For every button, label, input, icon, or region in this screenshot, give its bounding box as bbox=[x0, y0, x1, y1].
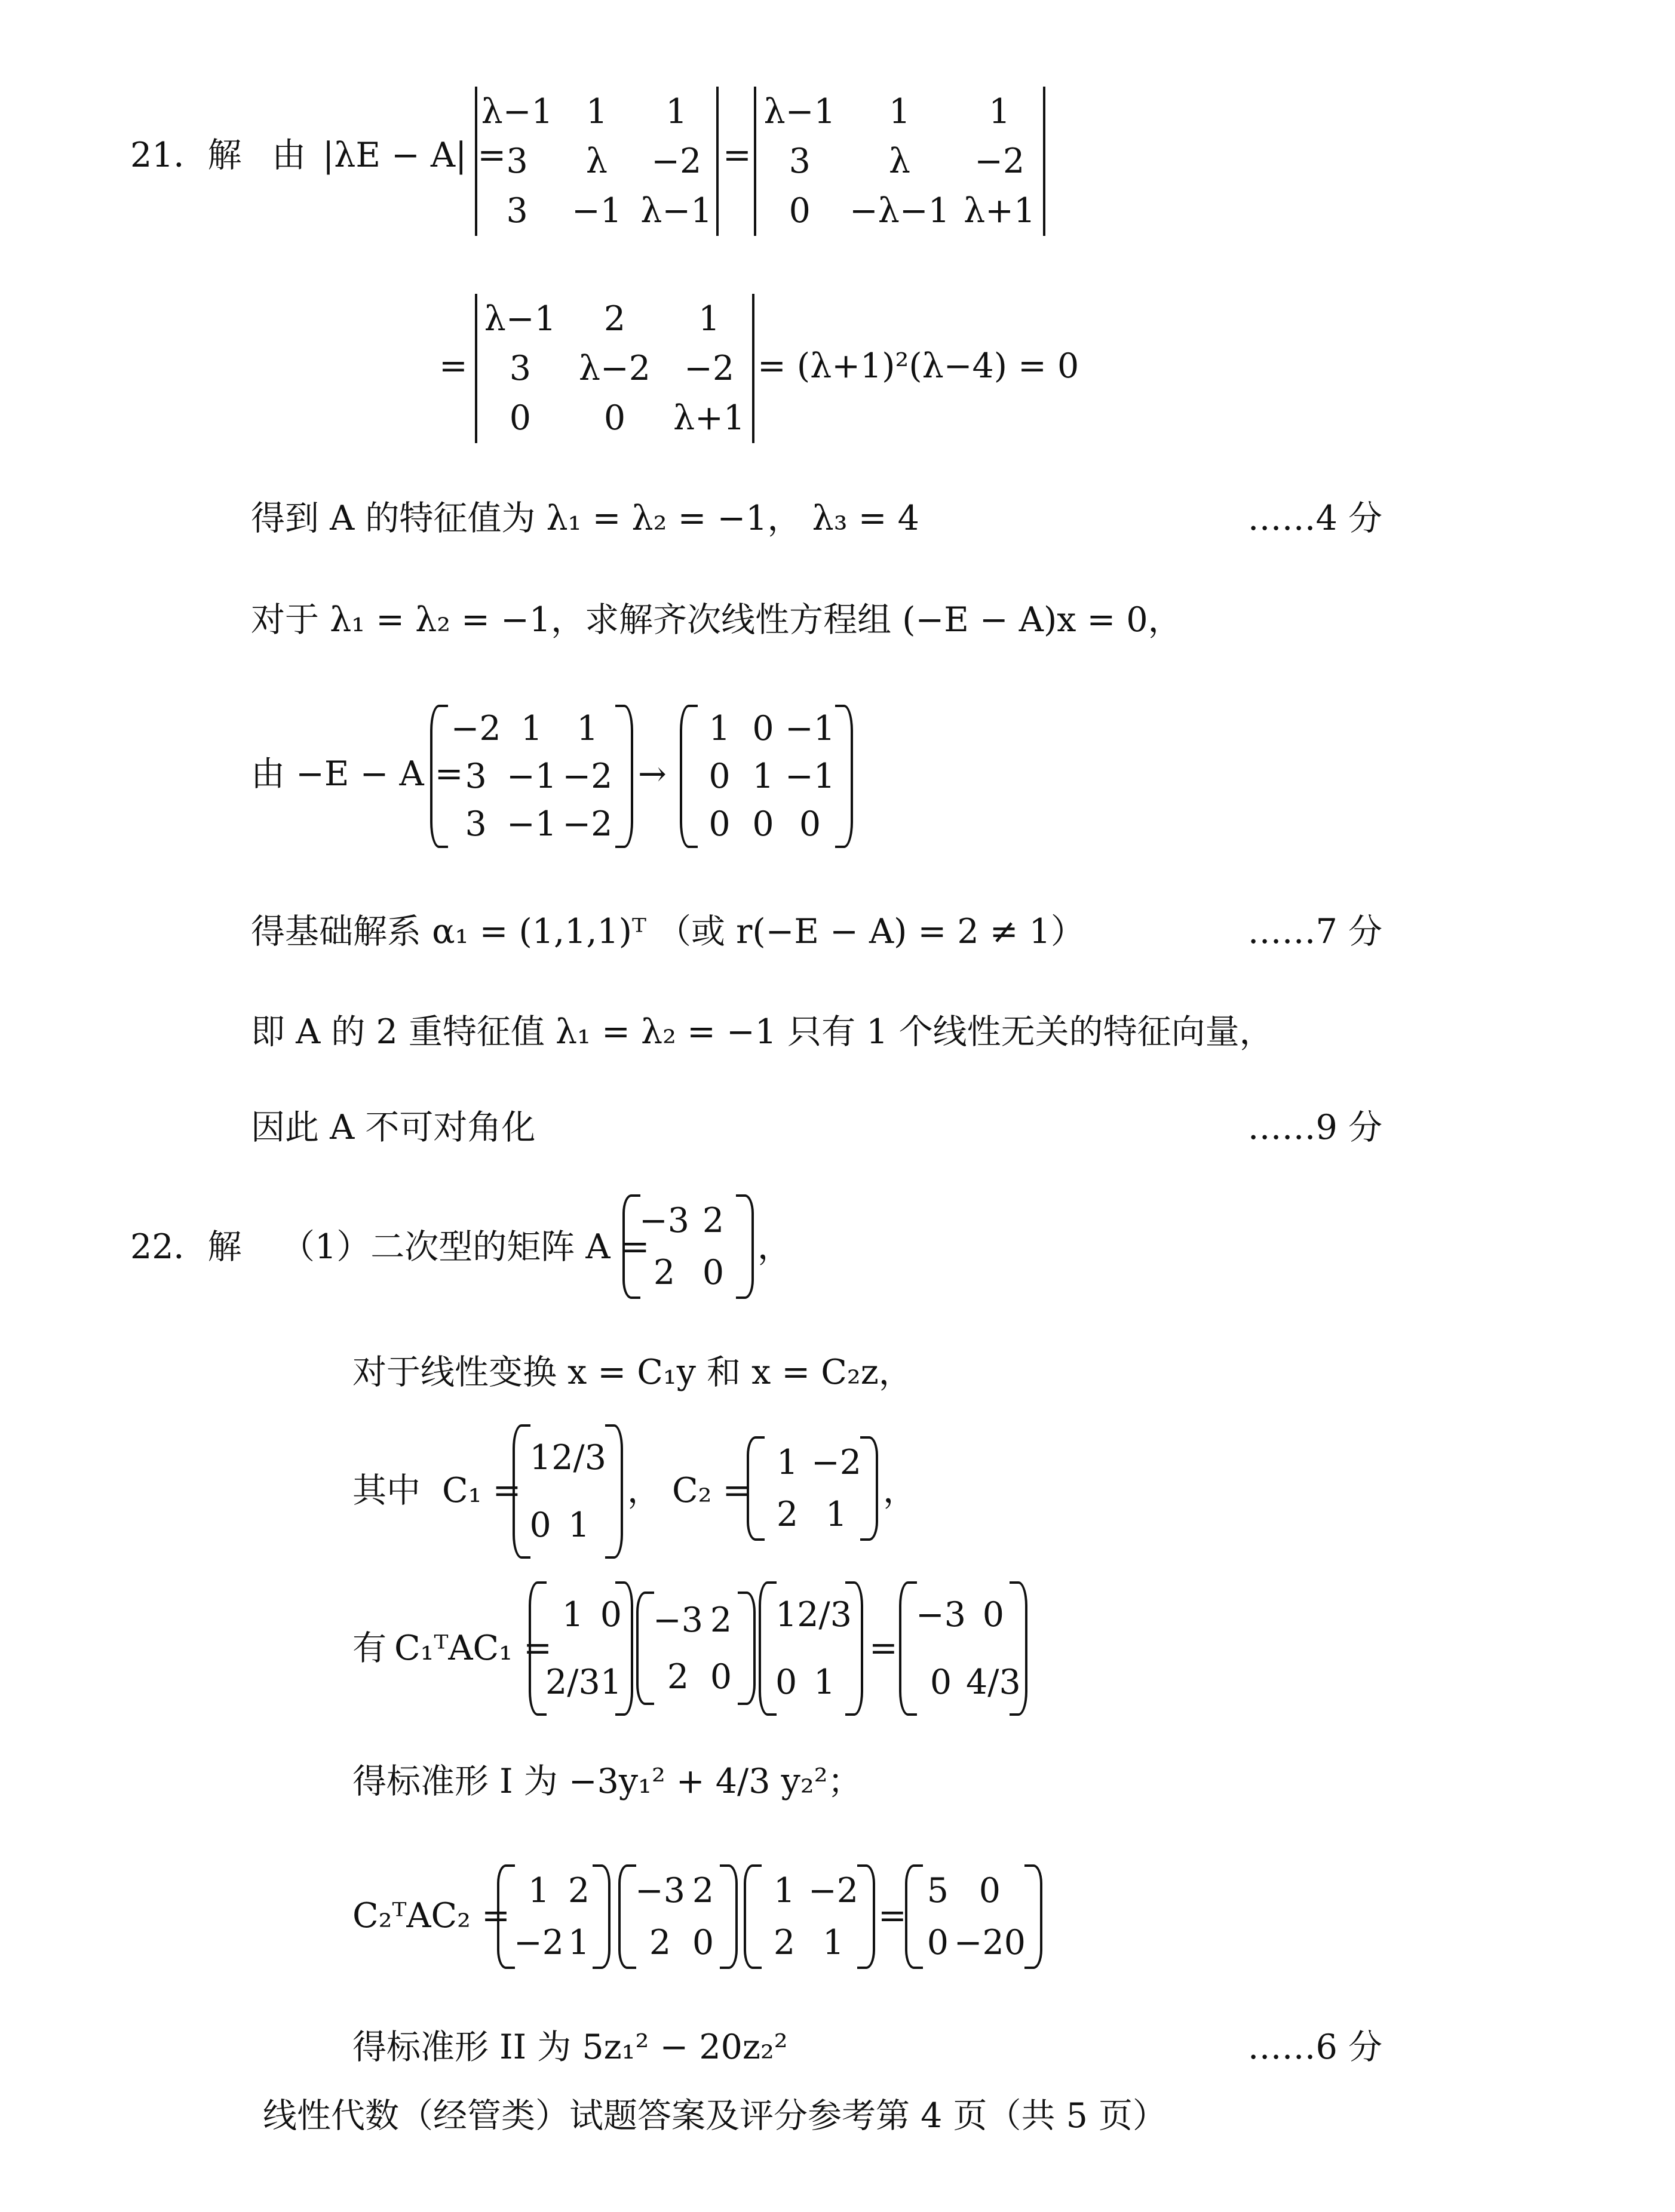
cell: 0 bbox=[799, 804, 821, 844]
c1t-ac1-label: C₁ᵀAC₁ = bbox=[394, 1629, 552, 1668]
cell: 0 bbox=[708, 804, 731, 844]
cell: 2 bbox=[649, 1923, 671, 1963]
q21-det-lhs: |λE − A| = bbox=[323, 136, 507, 175]
cell: −2 bbox=[811, 1442, 861, 1482]
cell: 1 bbox=[888, 91, 911, 131]
standard-form-2: 得标准形 II 为 5z₁² − 20z₂² bbox=[352, 2027, 788, 2067]
have-label: 有 bbox=[352, 1629, 386, 1668]
cell: 2/3 bbox=[551, 1438, 606, 1478]
cell: 0 bbox=[929, 1662, 952, 1702]
q22-matrix-a-copy bbox=[636, 1592, 756, 1705]
score-4: ……4 分 bbox=[1247, 499, 1382, 538]
cell: 0 bbox=[752, 804, 774, 844]
cell: λ−1 bbox=[763, 91, 836, 131]
cell: λ bbox=[888, 141, 911, 181]
cell: 1 bbox=[520, 709, 543, 748]
q21-label: 21．解 bbox=[130, 136, 242, 175]
cell: 0 bbox=[789, 191, 811, 231]
q22-label: 22．解 bbox=[130, 1227, 242, 1267]
cell: λ−2 bbox=[578, 348, 651, 388]
arrow-icon: → bbox=[638, 754, 667, 794]
page-footer: 线性代数（经管类）试题答案及评分参考第 4 页（共 5 页） bbox=[263, 2096, 1167, 2136]
cell: −3 bbox=[639, 1200, 690, 1240]
cell: −2 bbox=[808, 1870, 858, 1910]
cell: 2 bbox=[776, 1495, 799, 1535]
cell: λ+1 bbox=[673, 398, 746, 438]
cell: 2 bbox=[710, 1600, 732, 1640]
cell: −1 bbox=[571, 191, 622, 231]
cell: 1 bbox=[600, 1662, 622, 1702]
cell: 3 bbox=[506, 141, 528, 181]
comma: ， bbox=[757, 1227, 792, 1267]
cell: 5 bbox=[927, 1870, 949, 1910]
q21-det1 bbox=[475, 87, 719, 236]
cell: 0 bbox=[509, 398, 531, 438]
c2t-ac2-label: C₂ᵀAC₂ = bbox=[352, 1896, 510, 1936]
score-7: ……7 分 bbox=[1247, 912, 1382, 951]
basis-line: 得基础解系 α₁ = (1,1,1)ᵀ （或 r(−E − A) = 2 ≠ 1） bbox=[251, 912, 1085, 951]
cell: −2 bbox=[651, 141, 702, 181]
cell: 1 bbox=[562, 1595, 584, 1635]
cell: 1 bbox=[576, 709, 599, 748]
cell: −1 bbox=[506, 804, 557, 844]
cell: 2 bbox=[653, 1253, 676, 1293]
cell: 3 bbox=[506, 191, 528, 231]
cell: 2 bbox=[702, 1200, 725, 1240]
cell: 1 bbox=[529, 1438, 551, 1478]
cell: −2 bbox=[974, 141, 1025, 181]
comma: ， bbox=[883, 1471, 917, 1510]
cell: 1 bbox=[752, 757, 774, 796]
cell: −20 bbox=[953, 1923, 1026, 1963]
cell: λ−1 bbox=[481, 91, 553, 131]
cell: −3 bbox=[653, 1600, 704, 1640]
q21-matrix-a bbox=[430, 705, 633, 848]
cell: 3 bbox=[465, 757, 487, 796]
cell: 0 bbox=[710, 1657, 732, 1697]
equals-sign: = bbox=[869, 1629, 898, 1668]
cell: 3 bbox=[465, 804, 487, 844]
cell: 2 bbox=[567, 1870, 590, 1910]
cell: 2 bbox=[603, 299, 626, 339]
cell: 1 bbox=[698, 299, 720, 339]
cell: 1 bbox=[567, 1923, 590, 1963]
cell: 1 bbox=[527, 1870, 550, 1910]
q21-det3 bbox=[475, 294, 754, 443]
cell: λ−1 bbox=[640, 191, 713, 231]
cell: 0 bbox=[702, 1253, 725, 1293]
cell: −1 bbox=[784, 709, 835, 748]
cell: 0 bbox=[692, 1923, 714, 1963]
transform-line: 对于线性变换 x = C₁y 和 x = C₂z， bbox=[352, 1353, 913, 1392]
cell: 1 bbox=[665, 91, 688, 131]
cell: 2 bbox=[692, 1870, 714, 1910]
cell: 0 bbox=[927, 1923, 949, 1963]
cell: λ+1 bbox=[964, 191, 1036, 231]
cell: −λ−1 bbox=[849, 191, 950, 231]
cell: 1 bbox=[568, 1505, 590, 1545]
cell: 1 bbox=[585, 91, 608, 131]
q22-matrix-c2t bbox=[497, 1864, 611, 1969]
cell: 0 bbox=[978, 1870, 1001, 1910]
q21-matrix-b bbox=[680, 705, 853, 848]
q22-matrix-c2 bbox=[747, 1436, 878, 1541]
where-label: 其中 bbox=[352, 1471, 421, 1510]
c2-label: C₂ = bbox=[672, 1471, 751, 1510]
cell: 2/3 bbox=[545, 1662, 600, 1702]
eigenvalues-line: 得到 A 的特征值为 λ₁ = λ₂ = −1， λ₃ = 4 bbox=[251, 499, 919, 538]
score-9: ……9 分 bbox=[1247, 1108, 1382, 1147]
score-6: ……6 分 bbox=[1247, 2027, 1382, 2067]
cell: 1 bbox=[822, 1923, 845, 1963]
cell: 0 bbox=[603, 398, 626, 438]
q22-matrix-c1 bbox=[513, 1424, 623, 1559]
standard-form-1: 得标准形 I 为 −3y₁² + 4/3 y₂²； bbox=[352, 1762, 862, 1801]
cell: 1 bbox=[708, 709, 731, 748]
cell: 1 bbox=[814, 1662, 836, 1702]
cell: λ bbox=[585, 141, 608, 181]
q22-matrix-c1t bbox=[529, 1581, 633, 1716]
q22-matrix-result1 bbox=[899, 1581, 1027, 1716]
cell: 0 bbox=[708, 757, 731, 796]
cell: −3 bbox=[635, 1870, 686, 1910]
q22-part1: （1）二次型的矩阵 A = bbox=[281, 1227, 650, 1267]
c1-label: C₁ = bbox=[442, 1471, 521, 1510]
cell: 0 bbox=[982, 1595, 1005, 1635]
matrix-prefix: 由 −E − A = bbox=[251, 754, 464, 794]
cell: 3 bbox=[789, 141, 811, 181]
q21-det2 bbox=[754, 87, 1045, 236]
q22-matrix-a bbox=[622, 1194, 754, 1299]
equals-sign: = bbox=[439, 346, 468, 386]
cell: 2 bbox=[773, 1923, 796, 1963]
cell: −1 bbox=[784, 757, 835, 796]
cell: −3 bbox=[916, 1595, 967, 1635]
cell: −1 bbox=[506, 757, 557, 796]
cell: −2 bbox=[514, 1923, 565, 1963]
cell: −2 bbox=[562, 757, 613, 796]
cell: 1 bbox=[825, 1495, 848, 1535]
cell: 2 bbox=[667, 1657, 689, 1697]
q22-matrix-result2 bbox=[905, 1864, 1042, 1969]
cell: 0 bbox=[752, 709, 774, 748]
cell: −2 bbox=[684, 348, 735, 388]
cell: 1 bbox=[776, 1442, 799, 1482]
cell: 0 bbox=[775, 1662, 797, 1702]
q22-matrix-c2-copy bbox=[744, 1864, 875, 1969]
equals-sign: = bbox=[878, 1896, 907, 1936]
cell: 0 bbox=[600, 1595, 622, 1635]
multiplicity-line: 即 A 的 2 重特征值 λ₁ = λ₂ = −1 只有 1 个线性无关的特征向量， bbox=[251, 1012, 1274, 1052]
comma: ， bbox=[627, 1471, 661, 1510]
cell: 1 bbox=[989, 91, 1011, 131]
cell: −2 bbox=[450, 709, 501, 748]
cell: 4/3 bbox=[966, 1662, 1021, 1702]
equals-sign: = bbox=[723, 136, 751, 175]
cell: 2/3 bbox=[797, 1595, 852, 1635]
solve-line: 对于 λ₁ = λ₂ = −1，求解齐次线性方程组 (−E − A)x = 0， bbox=[251, 600, 1182, 640]
cell: 0 bbox=[529, 1505, 551, 1545]
q22-matrix-a-copy2 bbox=[618, 1864, 738, 1969]
q21-intro: 由 bbox=[272, 136, 306, 175]
conclusion-line: 因此 A 不可对角化 bbox=[251, 1108, 536, 1147]
cell: 1 bbox=[773, 1870, 796, 1910]
char-poly-result: = (λ+1)²(λ−4) = 0 bbox=[757, 346, 1079, 386]
cell: 3 bbox=[509, 348, 531, 388]
cell: 1 bbox=[775, 1595, 797, 1635]
cell: λ−1 bbox=[484, 299, 556, 339]
q22-matrix-c1-copy bbox=[759, 1581, 863, 1716]
cell: −2 bbox=[562, 804, 613, 844]
